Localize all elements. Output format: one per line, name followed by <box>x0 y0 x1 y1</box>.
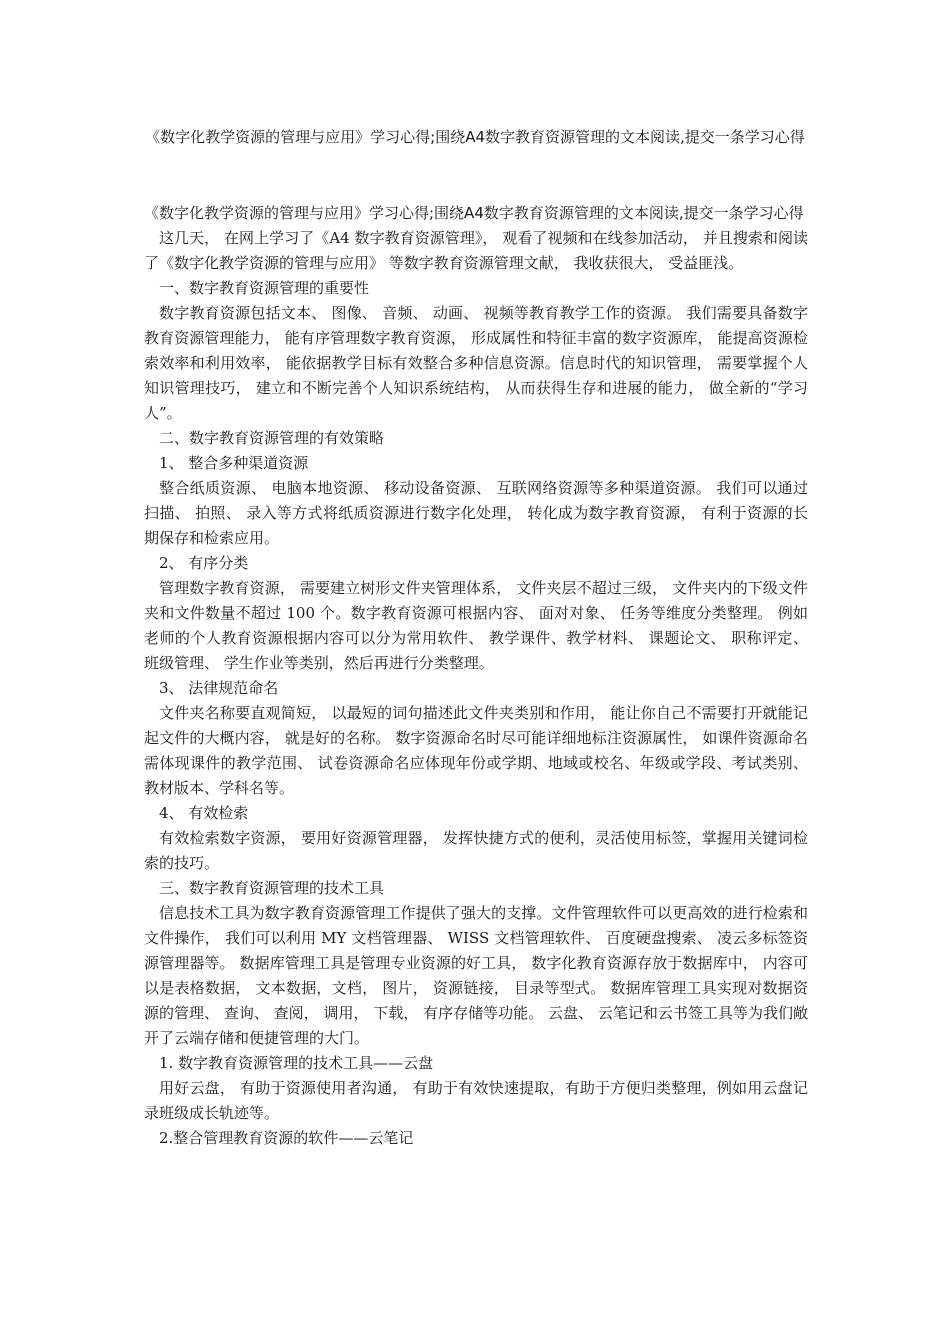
ordered-classification-paragraph: 管理数字教育资源， 需要建立树形文件夹管理体系， 文件夹层不超过三级， 文件夹内的下级文件夹和文件数量不超过 100 个。数字教育资源可根据内容、 面对对象、 任务等维度分类整理。 例如老师的个人教育资源根据内容可以分为常用软件、 教学课件、教学材料、 课题论文、 职称评定、 班级管理、 学生作业等类别，然后再进行分类整理。 <box>144 579 808 672</box>
section-heading-strategies: 二、数字教育资源管理的有效策略 <box>159 429 385 447</box>
section-heading-importance: 一、数字教育资源管理的重要性 <box>159 279 370 297</box>
naming-paragraph: 文件夹名称要直观简短， 以最短的词句描述此文件夹类别和作用， 能让你自己不需要打开就能记起文件的大概内容， 就是好的名称。 数字资源命名时尽可能详细地标注资源属性， 如课件资源命名需体现课件的教学范围、 试卷资源命名应体现年份或学期、地域或校名、年级或学段、考试类别、教材版本、学科名等。 <box>144 704 808 797</box>
document-body <box>144 201 808 1151</box>
intro-paragraph: 这几天， 在网上学习了《A4 数字教育资源管理》， 观看了视频和在线参加活动， 并且搜索和阅读了《数字化教学资源的管理与应用》 等数字教育资源管理文献， 我收获很大， 受益匪浅。 <box>144 229 808 272</box>
cloud-disk-paragraph: 用好云盘， 有助于资源使用者沟通， 有助于有效快速提取，有助于方便归类整理，例如用云盘记录班级成长轨迹等。 <box>144 1079 808 1122</box>
importance-paragraph: 数字教育资源包括文本、 图像、 音频、 动画、 视频等教育教学工作的资源。 我们需要具备数字教育资源管理能力， 能有序管理数字教育资源， 形成属性和特征丰富的数字资源库， 能提高资源检索效率和利用效率， 能依据教学目标有效整合多种信息资源。信息时代的知识管理， 需要掌握个人知识管理技巧， 建立和不断完善个人知识系统结构， 从而获得生存和进展的能力， 做全新的“学习人”。 <box>144 304 808 422</box>
subheading-ordered-classification: 2、 有序分类 <box>159 554 249 572</box>
section-heading-tools: 三、数字教育资源管理的技术工具 <box>159 879 385 897</box>
retrieval-paragraph: 有效检索数字资源， 要用好资源管理器， 发挥快捷方式的便利，灵活使用标签，掌握用关键词检索的技巧。 <box>144 829 808 872</box>
subheading-integrate-channels: 1、 整合多种渠道资源 <box>159 454 309 472</box>
tools-paragraph: 信息技术工具为数字教育资源管理工作提供了强大的支撑。文件管理软件可以更高效的进行检索和文件操作， 我们可以利用 MY 文档管理器、 WISS 文档管理软件、 百度硬盘搜索、 凌云多标签资源管理器等。 数据库管理工具是管理专业资源的好工具， 数字化教育资源存放于数据库中， 内容可以是表格数据， 文本数据，文档， 图片， 资源链接， 目录等型式。 数据库管理工具实现对数据资源的管理、 查询、 查阅， 调用， 下载， 有序存储等功能。 云盘、 云笔记和云书签工具等为我们敞开了云端存储和便捷管理的大门。 <box>144 904 808 1047</box>
subheading-cloud-disk: 1. 数字教育资源管理的技术工具——云盘 <box>159 1054 434 1072</box>
integrate-channels-paragraph: 整合纸质资源、 电脑本地资源、 移动设备资源、 互联网络资源等多种渠道资源。 我们可以通过扫描、 拍照、 录入等方式将纸质资源进行数字化处理， 转化成为数字教育资源， 有利于资源的长期保存和检索应用。 <box>144 479 808 547</box>
document-subtitle: 《数字化教学资源的管理与应用》学习心得;围绕A4数字教育资源管理的文本阅读,提交一条学习心得 <box>144 204 804 222</box>
document-title: 《数字化教学资源的管理与应用》学习心得;围绕A4数字教育资源管理的文本阅读,提交一条学习心得 <box>145 128 805 146</box>
subheading-naming: 3、 法律规范命名 <box>159 679 279 697</box>
subheading-retrieval: 4、 有效检索 <box>159 804 249 822</box>
subheading-cloud-notes: 2.整合管理教育资源的软件——云笔记 <box>159 1129 414 1147</box>
